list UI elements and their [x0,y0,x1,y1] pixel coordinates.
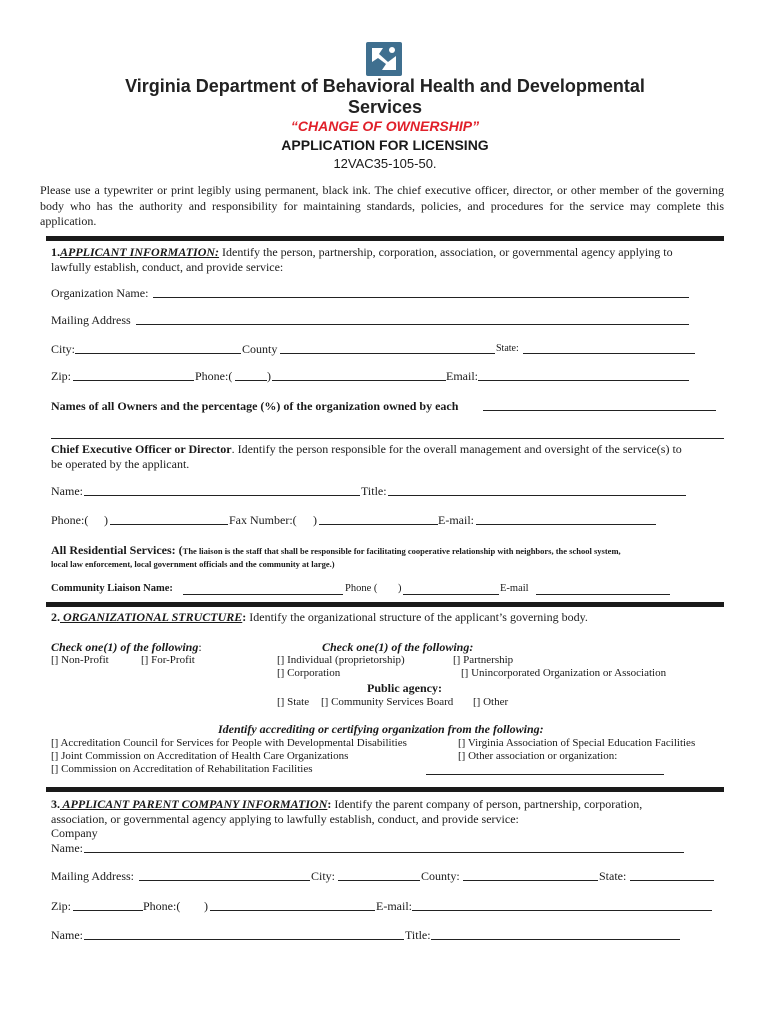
checkbox-state[interactable]: [] State [277,696,310,708]
parent-contact-name-label: Name: [51,928,83,942]
parent-email-label: E-mail: [376,899,412,913]
mailing-address-field[interactable] [136,324,689,325]
parent-email-field[interactable] [412,910,712,911]
ceo-title-label: Title: [361,484,387,498]
checkbox-for-profit[interactable]: [] For-Profit [141,654,195,666]
change-of-ownership: “CHANGE OF OWNERSHIP” [290,118,480,134]
city-label: City: [51,342,76,356]
section2-heading-colon: : [242,610,247,624]
check-one-left-label: Check one(1) of the following [51,640,199,654]
checkbox-acc-council[interactable]: [] Accreditation Council for Services for People with Developmental Disabilities [51,737,407,749]
checkbox-other-agency[interactable]: [] Other [473,696,509,708]
ceo-email-label: E-mail: [438,513,474,527]
check-one-right-label: Check one(1) of the following: [322,640,474,654]
organization-name-label: Organization Name: [51,286,149,300]
state-field[interactable] [523,353,695,354]
section3-number: 3. [51,797,60,811]
section3-description: Identify the parent company of person, partnership, corporation, [331,797,643,811]
parent-state-label: State: [599,869,627,883]
liaison-phone-close: ) [398,583,402,594]
section1-number: 1. [51,245,60,259]
liaison-phone-label: Phone ( [345,583,378,594]
mailing-address-label: Mailing Address [51,313,131,327]
parent-contact-title-label: Title: [405,928,431,942]
ceo-heading: Chief Executive Officer or Director [51,442,232,456]
phone-label: Phone:( [195,369,233,383]
section2-heading-row [51,610,588,625]
parent-city-label: City: [311,869,336,883]
check-one-left [51,640,202,655]
ceo-description-cont: be operated by the applicant. [51,457,190,471]
parent-phone-field[interactable] [210,910,375,911]
checkbox-individual[interactable]: [] Individual (proprietorship) [277,654,405,666]
checkbox-corporation[interactable]: [] Corporation [277,667,341,679]
parent-state-field[interactable] [630,880,714,881]
checkbox-jcaho[interactable]: [] Joint Commission on Accreditation of Health Care Organizations [51,750,349,762]
parent-city-field[interactable] [338,880,420,881]
section2-heading: ORGANIZATIONAL STRUCTURE [60,610,243,624]
liaison-phone-field[interactable] [403,594,499,595]
parent-phone-close: ) [204,899,208,913]
accrediting-heading: Identify accrediting or certifying organization from the following: [218,722,544,736]
parent-contact-name-field[interactable] [84,939,404,940]
residential-heading-row [51,543,621,558]
ceo-title-field[interactable] [388,495,686,496]
county-label: County [242,342,278,356]
company-label: Company [51,826,98,840]
residential-note-cont: local law enforcement, local government officials and the community at large.) [51,559,335,569]
section1-description-cont: lawfully establish, conduct, and provide service: [51,260,284,274]
organization-name-field[interactable] [153,297,689,298]
other-association-field[interactable] [426,774,664,775]
fax-label: Fax Number:( [229,513,297,527]
parent-zip-field[interactable] [73,910,143,911]
residential-heading: All Residential Services: ( [51,543,183,557]
parent-county-field[interactable] [463,880,598,881]
section1-heading: APPLICANT INFORMATION: [60,245,220,259]
ceo-heading-row [51,442,682,457]
owners-field-line2[interactable] [51,438,724,439]
ceo-name-label: Name: [51,484,83,498]
parent-phone-label: Phone:( [143,899,181,913]
parent-county-label: County: [421,869,460,883]
application-title: APPLICATION FOR LICENSING [281,137,489,153]
ceo-phone-field[interactable] [110,524,228,525]
section2-divider [46,602,724,607]
checkbox-non-profit[interactable]: [] Non-Profit [51,654,109,666]
checkbox-csb[interactable]: [] Community Services Board [321,696,454,708]
parent-zip-label: Zip: [51,899,71,913]
checkbox-unincorporated[interactable]: [] Unincorporated Organization or Association [461,667,667,679]
section1-heading-row [51,245,673,260]
liaison-email-label: E-mail [500,583,529,594]
checkbox-partnership[interactable]: [] Partnership [453,654,514,666]
fax-field[interactable] [319,524,438,525]
logo-dot [389,47,395,53]
phone-number-field[interactable] [272,380,446,381]
agency-title-line1: Virginia Department of Behavioral Health and Developmental [125,76,645,96]
email-field[interactable] [478,380,689,381]
city-field[interactable] [75,353,241,354]
ceo-phone-label: Phone:( [51,513,89,527]
section1-description: Identify the person, partnership, corporation, association, or governmental agency applying to [219,245,673,259]
phone-area-code-field[interactable] [235,380,267,381]
residential-note: The liaison is the staff that shall be responsible for facilitating cooperative relationship with neighbors, the school system, [182,546,621,556]
owners-field[interactable] [483,410,716,411]
agency-title-line2: Services [347,97,423,117]
regulation-citation: 12VAC35-105-50. [333,156,437,171]
phone-close: ) [267,369,271,383]
checkbox-vaisef[interactable]: [] Virginia Association of Special Education Facilities [458,737,696,749]
parent-mailing-label: Mailing Address: [51,869,134,883]
section1-divider [46,236,724,241]
parent-contact-title-field[interactable] [431,939,680,940]
checkbox-carf[interactable]: [] Commission on Accreditation of Rehabilitation Facilities [51,763,313,775]
state-label: State: [496,343,519,354]
company-name-field[interactable] [84,852,684,853]
section3-heading: APPLICANT PARENT COMPANY INFORMATION [60,797,328,811]
county-field[interactable] [280,353,495,354]
zip-label: Zip: [51,369,71,383]
instructions: Please use a typewriter or print legibly using permanent, black ink. The chief executive officer, director, or other member of the governing body who has the authority and responsibility for maintaining standards, policies, and procedures for the service may complete this application. [40,183,724,228]
checkbox-other-association[interactable]: [] Other association or organization: [458,750,618,762]
ceo-name-field[interactable] [84,495,360,496]
section3-divider [46,787,724,792]
fax-close: ) [313,513,317,527]
section3-description-cont: association, or governmental agency applying to lawfully establish, conduct, and provide service: [51,812,519,826]
parent-mailing-field[interactable] [139,880,310,881]
ceo-description: . Identify the person responsible for the overall management and oversight of the service(s) to [231,442,682,456]
owners-label: Names of all Owners and the percentage (%) of the organization owned by each [51,399,459,413]
ceo-email-field[interactable] [476,524,656,525]
section3-heading-row [51,797,642,812]
check-one-left-colon: : [198,640,202,654]
liaison-name-field[interactable] [183,594,343,595]
liaison-name-label: Community Liaison Name: [51,583,173,594]
email-label: Email: [446,369,478,383]
section2-description: Identify the organizational structure of the applicant’s governing body. [246,610,588,624]
public-agency-label: Public agency: [367,681,442,695]
company-name-label: Name: [51,841,83,855]
dbhds-logo [366,42,402,76]
section2-number: 2. [51,610,60,624]
section3-heading-colon: : [327,797,332,811]
zip-field[interactable] [73,380,194,381]
liaison-email-field[interactable] [536,594,670,595]
ceo-phone-close: ) [104,513,108,527]
